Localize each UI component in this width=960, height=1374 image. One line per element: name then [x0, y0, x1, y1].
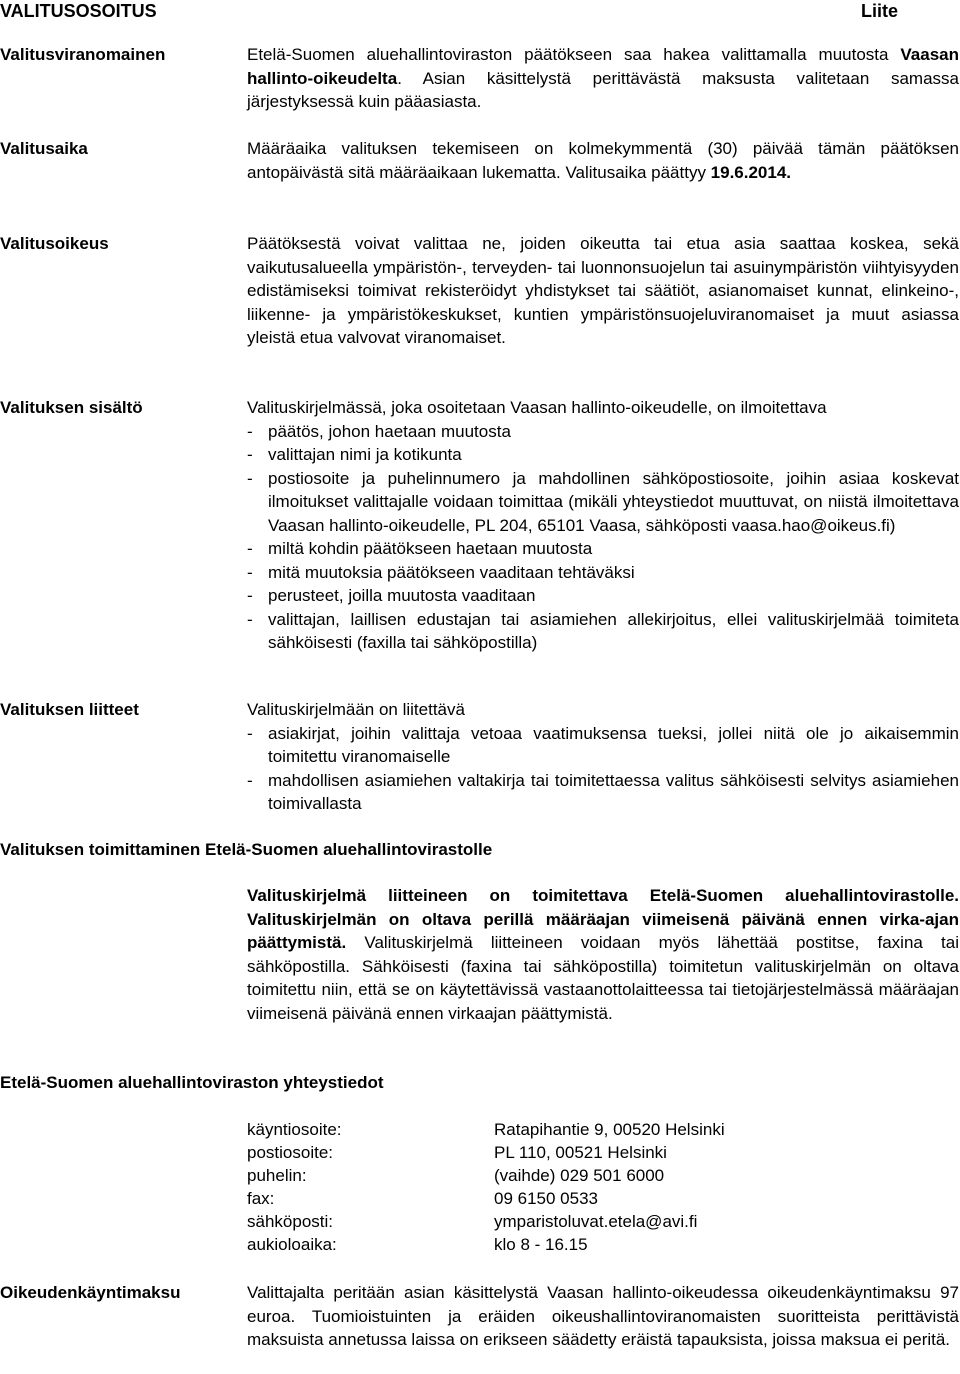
attachments-section: [247, 698, 959, 816]
list-item: - asiakirjat, joihin valittaja vetoaa vaatimuksensa tueksi, jollei niitä ole jo aikaisemmin toimitettu viranomaiselle: [247, 722, 959, 769]
table-row: [247, 1164, 725, 1187]
delivery-text: Valituskirjelmä liitteineen on toimitettava Etelä-Suomen aluehallintovirastolle. Valituskirjelmän on oltava perillä määräajan viimeisenä päivänä ennen virka-ajan päättymistä. Valituskirjelmä liitteineen voidaan myös lähettää postitse, faxina tai sähköpostilla. Sähköisesti (faxina tai sähköpostilla) toimitetun valituskirjelmän on oltava toimitettu niin, että se on käytettävissä vastaanottolaitteessa tai tietojärjestelmässä määräajan viimeisenä päivänä ennen virkaajan päättymistä.: [247, 886, 959, 1023]
authority-text: Etelä-Suomen aluehallintoviraston päätökseen saa hakea valittamalla muutosta Vaasan hallinto-oikeudelta. Asian käsittelystä perittävästä maksusta valitetaan samassa järjestyksessä kuin pääasiasta.: [247, 45, 959, 111]
deadline-label: Valitusaika: [0, 139, 88, 158]
list-item: - postiosoite ja puhelinnumero ja mahdollinen sähköpostiosoite, joihin asiaa koskevat ilmoitukset valittajalle voidaan toimittaa (mikäli yhteystiedot muuttuvat, on niistä ilmoitettava Vaasan hallinto-oikeudelle, PL 204, 65101 Vaasa, sähköposti vaasa.hao@oikeus.fi): [247, 467, 959, 538]
list-item: - mitä muutoksia päätökseen vaaditaan tehtäväksi: [247, 561, 959, 585]
list-item: - perusteet, joilla muutosta vaaditaan: [247, 584, 959, 608]
attachment-label: Liite: [860, 1, 898, 21]
contact-key: sähköposti:: [247, 1212, 333, 1231]
table-row: [247, 1141, 725, 1164]
attachments-intro: Valituskirjelmään on liitettävä: [247, 700, 465, 719]
contact-key: puhelin:: [247, 1166, 307, 1185]
deadline-text: Määräaika valituksen tekemiseen on kolmekymmentä (30) päivää tämän päätöksen antopäivästä sitä määräaikaan lukematta. Valitusaika päättyy 19.6.2014.: [247, 139, 959, 182]
contact-value: PL 110, 00521 Helsinki: [494, 1143, 667, 1162]
content-section: [247, 396, 959, 655]
contact-value: 09 6150 0533: [494, 1189, 598, 1208]
content-label: Valituksen sisältö: [0, 398, 143, 417]
authority-label: Valitusviranomainen: [0, 45, 166, 64]
contact-heading: Etelä-Suomen aluehallintoviraston yhteystiedot: [0, 1073, 384, 1092]
content-intro: Valituskirjelmässä, joka osoitetaan Vaasan hallinto-oikeudelle, on ilmoitettava: [247, 398, 827, 417]
table-row: [247, 1233, 725, 1256]
list-item: - päätös, johon haetaan muutosta: [247, 420, 959, 444]
content-list: [247, 420, 959, 655]
contact-key: postiosoite:: [247, 1143, 333, 1162]
right-of-appeal-text: Päätöksestä voivat valittaa ne, joiden oikeutta tai etua asia saattaa koskea, sekä vaikutusalueella ympäristön-, terveyden- tai luonnonsuojelun tai asuinympäristön viihtyisyyden edistämiseksi toimivat rekisteröidyt yhdistykset tai säätiöt, asianomaiset kunnat, elinkeino-, liikenne- ja ympäristökeskukset, kuntien ympäristönsuojeluviranomaiset ja muut asiassa yleistä etua valvovat viranomaiset.: [247, 234, 959, 347]
attachments-label: Valituksen liitteet: [0, 700, 139, 719]
delivery-heading: Valituksen toimittaminen Etelä-Suomen aluehallintovirastolle: [0, 840, 493, 859]
contact-value: klo 8 - 16.15: [494, 1235, 588, 1254]
table-row: [247, 1210, 725, 1233]
list-item: - mahdollisen asiamiehen valtakirja tai toimitettaessa valitus sähköisesti selvitys asiamiehen toimivallasta: [247, 769, 959, 816]
table-row: [247, 1118, 725, 1141]
list-item: - miltä kohdin päätökseen haetaan muutosta: [247, 537, 959, 561]
list-item: - valittajan, laillisen edustajan tai asiamiehen allekirjoitus, ellei valituskirjelmää toimiteta sähköisesti (faxilla tai sähköpostilla): [247, 608, 959, 655]
contact-table: [247, 1118, 725, 1256]
contact-key: fax:: [247, 1189, 275, 1208]
contact-value: (vaihde) 029 501 6000: [494, 1166, 665, 1185]
contact-value: ymparistoluvat.etela@avi.fi: [494, 1212, 698, 1231]
list-item: - valittajan nimi ja kotikunta: [247, 443, 959, 467]
fee-text: Valittajalta peritään asian käsittelystä Vaasan hallinto-oikeudessa oikeudenkäyntimaksu 97 euroa. Tuomioistuinten ja eräiden oikeushallintoviranomaisten suoritteista perittävistä maksuista annetussa laissa on erikseen säädetty eräistä tapauksista, joissa maksua ei peritä.: [247, 1283, 959, 1349]
attachments-list: [247, 722, 959, 816]
table-row: [247, 1187, 725, 1210]
contact-key: käyntiosoite:: [247, 1120, 342, 1139]
fee-label: Oikeudenkäyntimaksu: [0, 1283, 181, 1302]
document-title: VALITUSOSOITUS: [0, 1, 157, 21]
contact-value: Ratapihantie 9, 00520 Helsinki: [494, 1120, 725, 1139]
right-of-appeal-label: Valitusoikeus: [0, 234, 109, 253]
contact-key: aukioloaika:: [247, 1235, 337, 1254]
